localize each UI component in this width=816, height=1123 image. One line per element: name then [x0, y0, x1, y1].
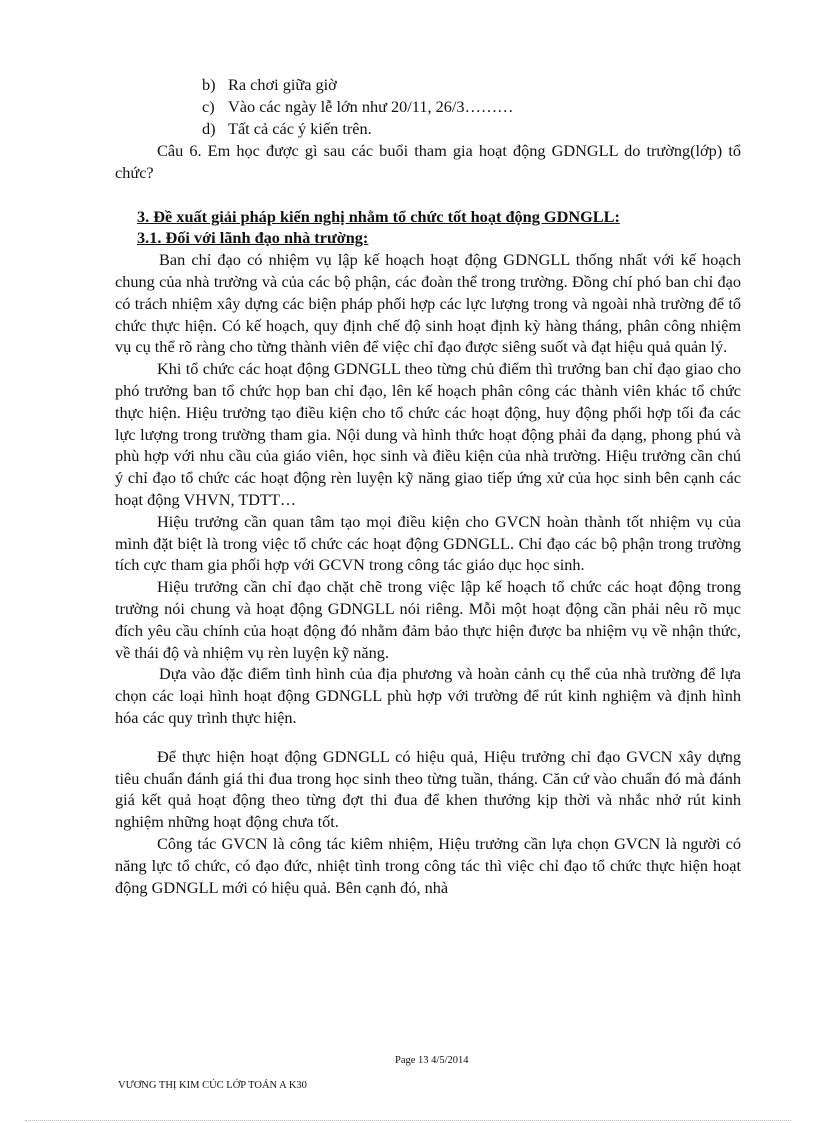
document-body [115, 74, 741, 898]
question-6: Câu 6. Em học được gì sau các buổi tham gia hoạt động GDNGLL do trường(lớp) tổ chức? [115, 141, 741, 182]
paragraph-7: Công tác GVCN là công tác kiêm nhiệm, Hiệu trưởng cần lựa chọn GVCN là người có năng lực tổ chức, có đạo đức, nhiệt tình trong công tác thì việc chỉ đạo tổ chức thực hiện hoạt động GDNGLL mới có hiệu quả. Bên cạnh đó, nhà [115, 833, 741, 897]
option-text: Vào các ngày lễ lớn như 20/11, 26/3……… [228, 97, 514, 116]
page-footer-info: Page 13 4/5/2014 [395, 1055, 469, 1066]
paragraph-6: Để thực hiện hoạt động GDNGLL có hiệu quả, Hiệu trưởng chỉ đạo GVCN xây dựng tiêu chuẩn đánh giá thi đua trong học sinh theo từng tuần, tháng. Căn cứ vào chuẩn đó mà đánh giá kết quả hoạt động theo từng đợt thi đua để khen thưởng kịp thời và nhắc nhở rút kinh nghiệm những hoạt động chưa tốt. [115, 746, 741, 832]
option-d [115, 118, 741, 140]
subsection-heading: 3.1. Đối với lãnh đạo nhà trường: [137, 228, 369, 248]
option-b [115, 74, 741, 96]
paragraph-3: Hiệu trưởng cần quan tâm tạo mọi điều kiện cho GVCN hoàn thành tốt nhiệm vụ của mình đặt biệt là trong việc tổ chức các hoạt động GDNGLL. Chỉ đạo các bộ phận trong trường tích cực tham gia phối hợp với GCVN trong công tác giáo dục học sinh. [115, 511, 741, 575]
paragraph-5: Dựa vào đặc điểm tình hình của địa phương và hoàn cảnh cụ thể của nhà trường để lựa chọn các loại hình hoạt động GDNGLL phù hợp với trường để rút kinh nghiệm và định hình hóa các quy trình thực hiện. [115, 664, 741, 727]
paragraph-1: Ban chỉ đạo có nhiệm vụ lập kế hoạch hoạt động GDNGLL thống nhất với kế hoạch chung của nhà trường và của các bộ phận, các đoàn thể trong trường. Đồng chí phó ban chỉ đạo có trách nhiệm xây dựng các biện pháp phối hợp các lực lượng trong và ngoài nhà trường để tổ chức thực hiện. Có kế hoạch, quy định chế độ sinh hoạt định kỳ hàng tháng, phân công nhiệm vụ cụ thể rõ ràng cho từng thành viên để việc chỉ đạo được siêng suốt và đạt hiệu quả quản lý. [115, 250, 741, 357]
section-heading: 3. Đề xuất giải pháp kiến nghị nhằm tổ chức tốt hoạt động GDNGLL: [137, 206, 620, 226]
option-marker: d) [202, 119, 216, 138]
option-text: Ra chơi giữa giờ [228, 75, 337, 94]
paragraph-4: Hiệu trưởng cần chỉ đạo chặt chẽ trong việc lập kế hoạch tổ chức các hoạt động trong trường nói chung và hoạt động GDNGLL nói riêng. Mỗi một hoạt động cần phải nêu rõ mục đích yêu cầu chính của hoạt động đó nhằm đảm bảo thực hiện được ba nhiệm vụ về nhận thức, về thái độ và nhiệm vụ rèn luyện kỹ năng. [115, 577, 741, 662]
option-marker: b) [202, 75, 216, 94]
option-marker: c) [202, 97, 215, 116]
option-text: Tất cả các ý kiến trên. [228, 119, 372, 138]
option-c [115, 96, 741, 118]
page-footer-author: VƯƠNG THỊ KIM CÚC LỚP TOÁN A K30 [118, 1080, 307, 1091]
page-boundary-divider [25, 1120, 791, 1121]
paragraph-2: Khi tổ chức các hoạt động GDNGLL theo từng chủ điểm thì trưởng ban chỉ đạo giao cho phó trưởng ban tổ chức họp ban chỉ đạo, lên kế hoạch phân công các thành viên khác tổ chức thực hiện. Hiệu trưởng tạo điều kiện cho tổ chức các hoạt động, huy động phối hợp tối đa các lực lượng trong trường tham gia. Nội dung và hình thức hoạt động phải đa dạng, phong phú và phù hợp với nhu cầu của giáo viên, học sinh và điều kiện của nhà trường. Hiệu trưởng cần chú ý chỉ đạo tổ chức các hoạt động rèn luyện kỹ năng giao tiếp ứng xử của học sinh bên cạnh các hoạt động VHVN, TDTT… [115, 359, 741, 509]
